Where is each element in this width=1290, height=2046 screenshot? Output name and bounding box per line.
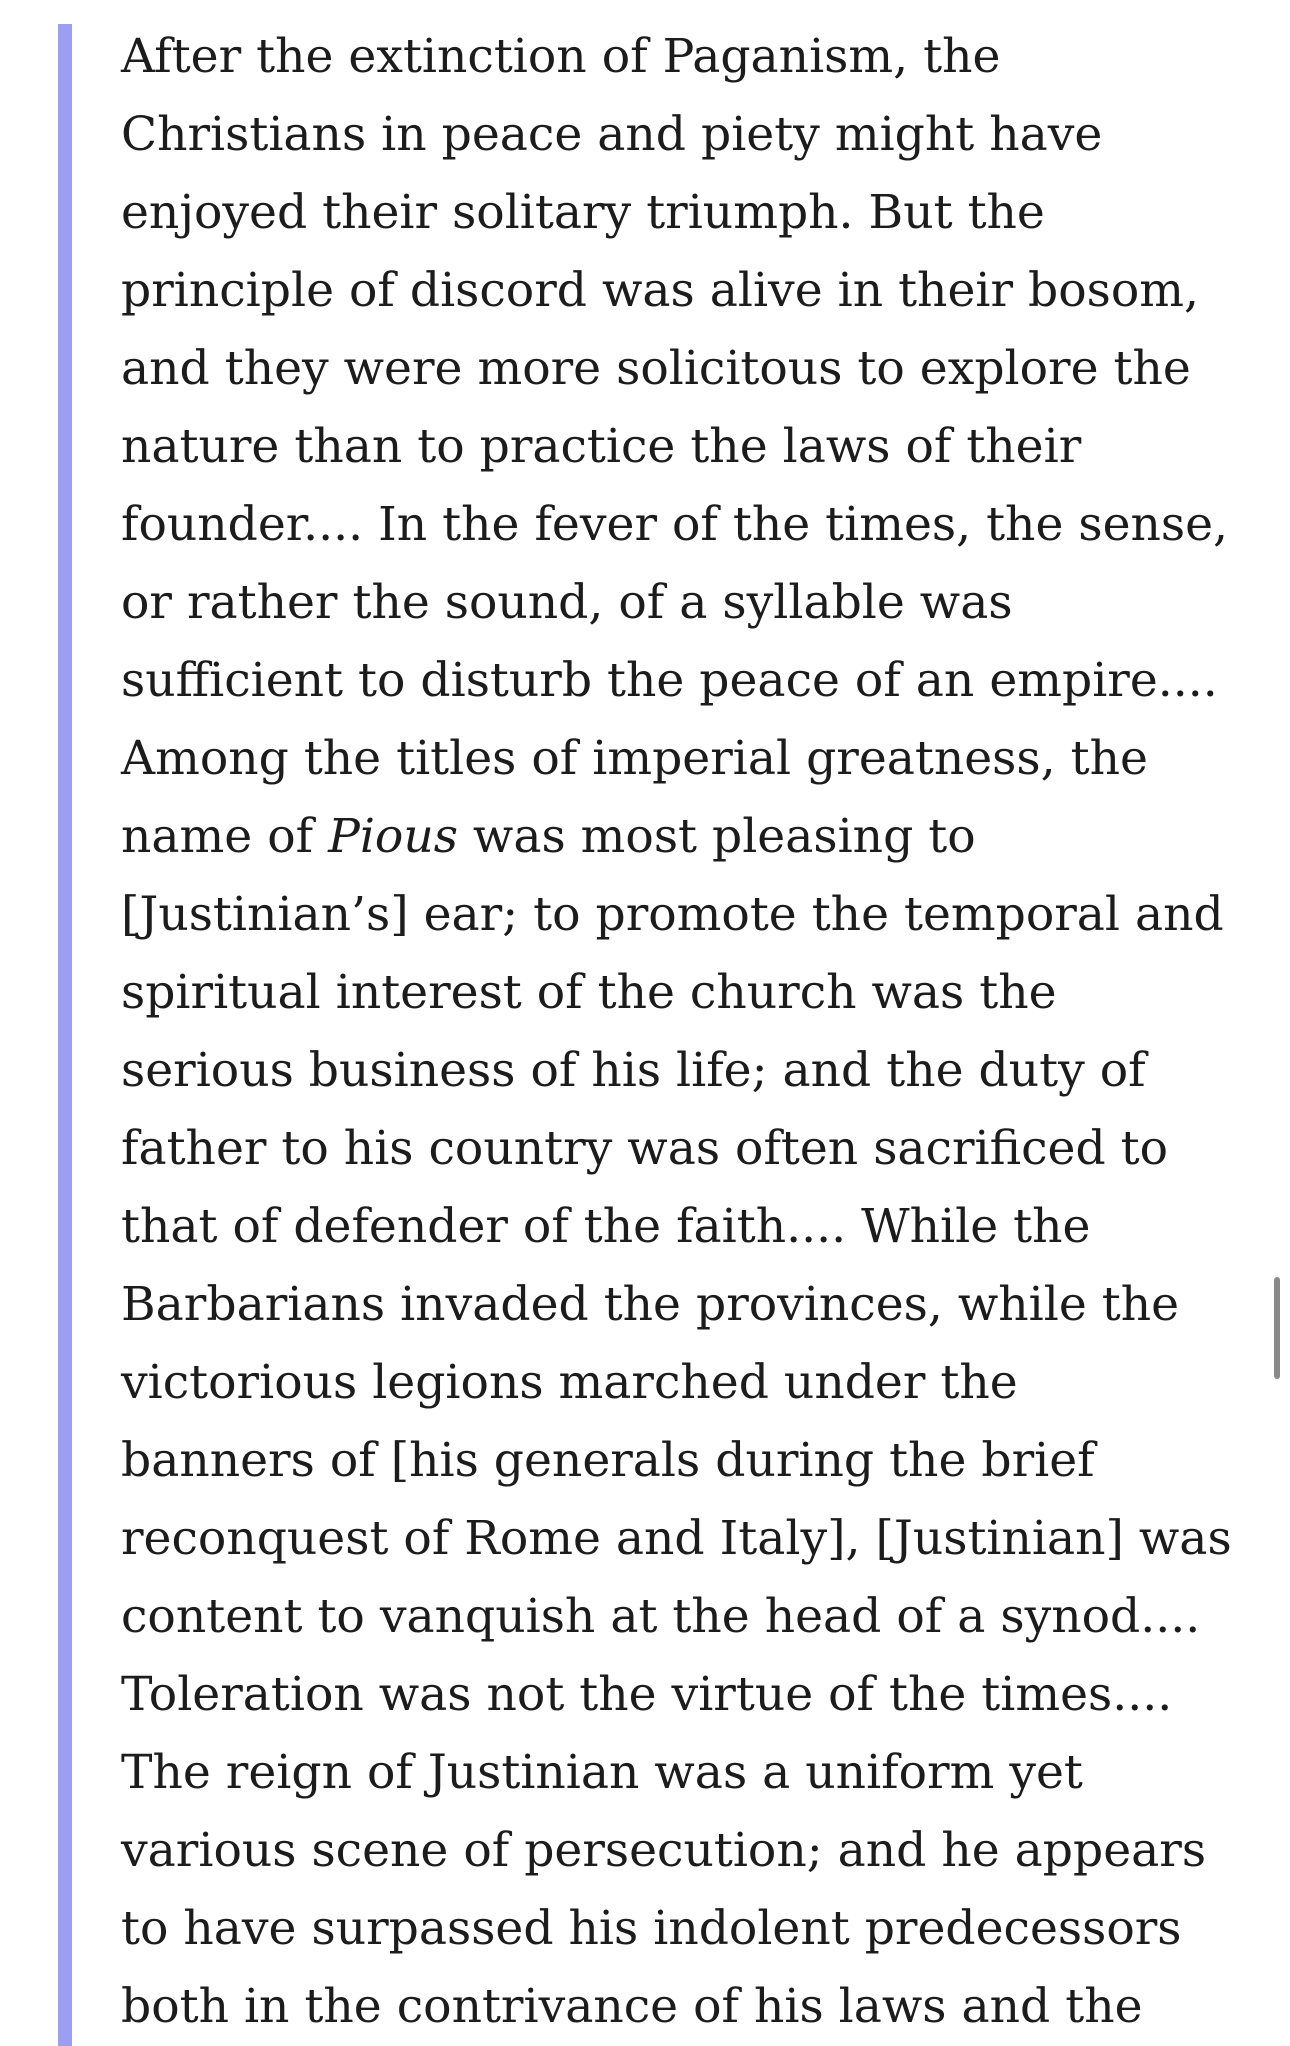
quote-line: content to vanquish at the head of a synod.... — [121, 1589, 1201, 1644]
quote-line — [121, 798, 1241, 876]
quote-line: banners of [his generals during the brief — [121, 1433, 1095, 1488]
quote-line: father to his country was often sacrificed to — [121, 1121, 1169, 1176]
quote-line: The reign of Justinian was a uniform yet — [121, 1745, 1083, 1800]
quote-line: Christians in peace and piety might have — [121, 107, 1103, 162]
quote-text — [121, 18, 1241, 2046]
quote-line: founder.... In the fever of the times, the sense, — [121, 497, 1229, 552]
quote-line: and they were more solicitous to explore the — [121, 341, 1191, 396]
quote-line: [Justinian’s] ear; to promote the temporal and — [121, 887, 1224, 942]
quote-line: Among the titles of imperial greatness, the — [121, 731, 1148, 786]
quote-line: various scene of persecution; and he appears — [121, 1823, 1207, 1878]
quote-line: sufficient to disturb the peace of an empire.... — [121, 653, 1218, 708]
quote-line: that of defender of the faith.... While the — [121, 1199, 1091, 1254]
quote-line: nature than to practice the laws of their — [121, 419, 1082, 474]
emphasized-word: Pious — [328, 809, 458, 864]
quote-line: victorious legions marched under the — [121, 1355, 1018, 1410]
quote-line: Barbarians invaded the provinces, while the — [121, 1277, 1180, 1332]
quote-line: enjoyed their solitary triumph. But the — [121, 185, 1045, 240]
quote-line: reconquest of Rome and Italy], [Justinian] was — [121, 1511, 1232, 1566]
scroll-indicator[interactable] — [1274, 1277, 1280, 1379]
quote-line: After the extinction of Paganism, the — [121, 29, 1001, 84]
quote-line: or rather the sound, of a syllable was — [121, 575, 1013, 630]
quote-line: to have surpassed his indolent predecessors — [121, 1901, 1182, 1956]
quote-bar — [58, 24, 72, 2046]
quote-line: serious business of his life; and the duty of — [121, 1043, 1146, 1098]
quote-line-end: was most pleasing to — [457, 809, 976, 864]
quote-line-start: name of — [121, 809, 329, 864]
quote-line: both in the contrivance of his laws and the — [121, 1979, 1143, 2034]
quote-line: principle of discord was alive in their bosom, — [121, 263, 1200, 318]
quote-line: spiritual interest of the church was the — [121, 965, 1057, 1020]
quote-line: Toleration was not the virtue of the times.... — [121, 1667, 1173, 1722]
